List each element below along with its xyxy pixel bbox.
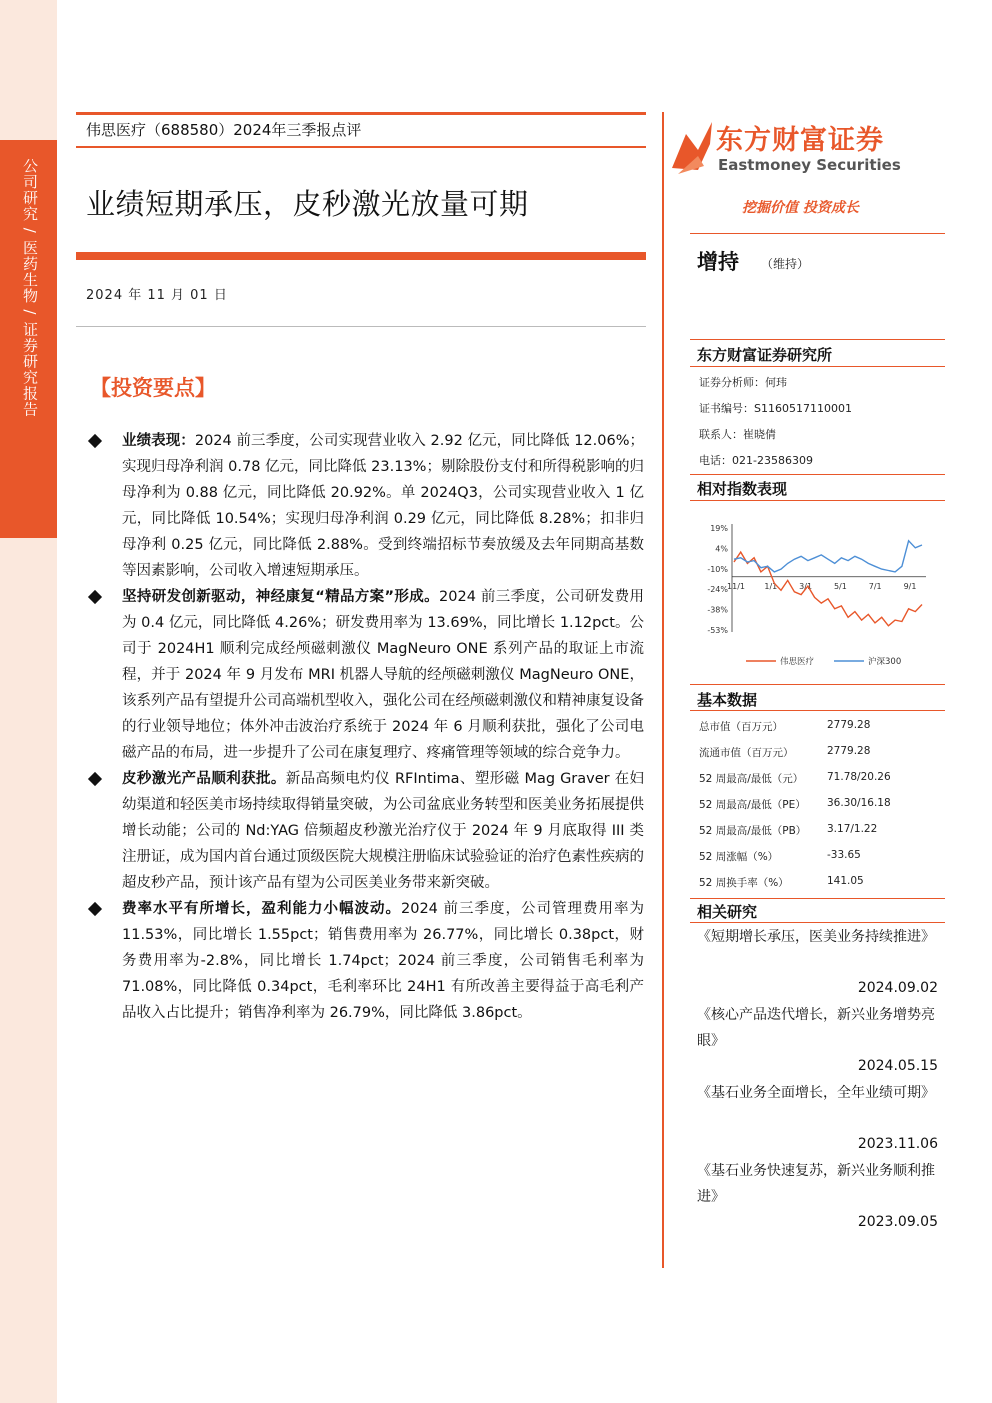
report-title: 业绩短期承压，皮秒激光放量可期 bbox=[86, 187, 529, 221]
related-top-rule bbox=[690, 898, 945, 899]
y-tick-label: -10% bbox=[707, 564, 728, 574]
legend-label: 沪深300 bbox=[868, 657, 902, 667]
point-body: 2024 前三季度，公司管理费用率为 11.53%，同比增长 1.55pct；销售费用率为 26.77%，同比增长 0.38pct，财务费用率为-2.8%，同比增长 1.74pct；2024 前三季度，公司销售毛利率为 71.08%，同比降低 0.34pct，毛利率环比 24H1 有所改善主要得益于高毛利产品收入占比提升；销售净利率为 26.79%，同比降低 3.86pct。 bbox=[122, 901, 645, 1021]
report-subtitle: 伟思医疗（688580）2024年三季报点评 bbox=[86, 121, 362, 139]
brand-name-cn: 东方财富证券 bbox=[716, 125, 884, 156]
institute-top-rule bbox=[690, 339, 945, 340]
related-report-link[interactable]: 《基石业务全面增长，全年业绩可期》 bbox=[697, 1085, 935, 1101]
x-tick-label: 1/1 bbox=[764, 581, 778, 591]
basic-data-value: 2779.28 bbox=[827, 745, 871, 757]
basic-data-row bbox=[690, 843, 945, 869]
basic-data-key: 总市值（百万元） bbox=[699, 721, 783, 733]
point-body: 2024 前三季度，公司研发费用为 0.4 亿元，同比降低 4.26%；研发费用率为 13.69%，同比增长 1.12pct。公司于 2024H1 顺利完成经颅磁刺激仪 MagNeuro ONE 系列产品的取证上市流程，并于 2024 年 9 月发布 MRI 机器人导航的经颅磁刺激仪 MagNeuro ONE，该系列产品有望提升公司高端机型收入，强化公司在经颅磁刺激仪和精神康复设备的行业领导地位；体外冲击波治疗系统于 2024 年 6 月顺利获批，强化了公司电磁产品的布局，进一步提升了公司在康复理疗、疼痛管理等领域的综合竞争力。 bbox=[122, 589, 644, 761]
point-lead: 皮秒激光产品顺利获批。 bbox=[122, 771, 286, 787]
basic-data-key: 52 周涨幅（%） bbox=[699, 851, 779, 863]
related-report-date: 2024.09.02 bbox=[857, 980, 938, 996]
header-sub-rule bbox=[76, 146, 646, 148]
basic-data-value: 2779.28 bbox=[827, 719, 871, 731]
point-item bbox=[86, 428, 644, 584]
rating-top-rule bbox=[690, 233, 945, 234]
basic-title: 基本数据 bbox=[697, 691, 758, 709]
cert-number: 证书编号：S1160517110001 bbox=[699, 402, 852, 415]
relative-index-chart bbox=[690, 510, 945, 690]
basic-data-key: 52 周最高/最低（PE） bbox=[699, 799, 806, 811]
basic-data-row bbox=[690, 817, 945, 843]
related-report-date: 2023.09.05 bbox=[857, 1214, 938, 1230]
point-item bbox=[86, 896, 644, 1026]
related-report-link[interactable]: 《基石业务快速复苏，新兴业务顺利推进》 bbox=[697, 1163, 935, 1205]
analyst: 证券分析师：何玮 bbox=[699, 376, 787, 389]
basic-data-row bbox=[690, 869, 945, 895]
series-line bbox=[734, 541, 922, 572]
point-lead: 费率水平有所增长，盈利能力小幅波动。 bbox=[122, 901, 401, 917]
rating-label: 增持 bbox=[697, 250, 739, 274]
column-divider bbox=[662, 112, 664, 1268]
contact: 联系人：崔晓倩 bbox=[699, 428, 776, 441]
basic-data-row bbox=[690, 765, 945, 791]
basic-data-key: 52 周最高/最低（PB） bbox=[699, 825, 807, 837]
institute-name: 东方财富证券研究所 bbox=[697, 346, 833, 364]
brand-name-en: Eastmoney Securities bbox=[718, 156, 901, 174]
header-top-rule bbox=[76, 112, 646, 115]
x-tick-label: 7/1 bbox=[868, 581, 882, 591]
report-date: 2024 年 11 月 01 日 bbox=[86, 288, 228, 303]
basic-data-key: 52 周最高/最低（元） bbox=[699, 773, 804, 785]
phone: 电话：021-23586309 bbox=[699, 454, 813, 467]
basic-data-key: 52 周换手率（%） bbox=[699, 877, 789, 889]
index-title: 相对指数表现 bbox=[697, 480, 788, 498]
y-tick-label: 4% bbox=[715, 544, 728, 554]
date-rule bbox=[76, 326, 646, 327]
y-tick-label: 19% bbox=[710, 524, 728, 533]
point-lead: 业绩表现： bbox=[122, 433, 195, 449]
related-bottom-rule bbox=[690, 922, 945, 923]
x-tick-label: 11/1 bbox=[727, 581, 745, 591]
rating-sub: （维持） bbox=[761, 257, 810, 271]
x-tick-label: 9/1 bbox=[903, 581, 917, 591]
basic-data-value: -33.65 bbox=[827, 849, 861, 861]
basic-data-row bbox=[690, 713, 945, 739]
bullet-diamond-icon bbox=[88, 590, 102, 604]
basic-data-value: 3.17/1.22 bbox=[827, 823, 878, 835]
basic-data-key: 流通市值（百万元） bbox=[699, 747, 794, 759]
point-body: 新品高频电灼仪 RFIntima、塑形磁 Mag Graver 在妇幼渠道和轻医美市场持续取得销量突破，为公司盆底业务转型和医美业务拓展提供增长动能；公司的 Nd:YAG 倍频超皮秒激光治疗仪于 2024 年 9 月底取得 III 类注册证，成为国内首台通过顶级医院大规模注册临床试验验证的治疗色素性疾病的超皮秒产品，预计该产品有望为公司医美业务带来新突破。 bbox=[122, 771, 644, 891]
institute-bottom-rule bbox=[690, 366, 945, 367]
point-body: 2024 前三季度，公司实现营业收入 2.92 亿元，同比降低 12.06%；实现归母净利润 0.78 亿元，同比降低 23.13%；剔除股份支付和所得税影响的归母净利为 0.88 亿元，同比降低 20.92%。单 2024Q3，公司实现营业收入 1 亿元，同比降低 10.54%；实现归母净利润 0.29 亿元，同比降低 8.28%；扣非归母净利 0.25 亿元，同比降低 2.88%。受到终端招标节奏放缓及去年同期高基数等因素影响，公司收入增速短期承压。 bbox=[122, 433, 644, 579]
related-title: 相关研究 bbox=[697, 903, 758, 921]
basic-data-row bbox=[690, 739, 945, 765]
basic-data-value: 71.78/20.26 bbox=[827, 771, 891, 783]
bullet-diamond-icon bbox=[88, 434, 102, 448]
related-report-date: 2023.11.06 bbox=[857, 1136, 938, 1152]
basic-data-value: 141.05 bbox=[827, 875, 864, 887]
point-lead: 坚持研发创新驱动，神经康复“精品方案”形成。 bbox=[122, 589, 440, 605]
basic-bottom-rule bbox=[690, 710, 945, 711]
series-line bbox=[734, 552, 922, 626]
index-top-rule bbox=[690, 474, 945, 475]
section-heading: 【投资要点】 bbox=[90, 375, 216, 400]
index-bottom-rule bbox=[690, 500, 945, 501]
bullet-diamond-icon bbox=[88, 902, 102, 916]
y-tick-label: -53% bbox=[707, 626, 728, 635]
related-report-date: 2024.05.15 bbox=[857, 1058, 938, 1074]
y-tick-label: -24% bbox=[707, 585, 728, 595]
side-category-label: 公司研究 / 医药生物 / 证券研究报告 bbox=[21, 158, 39, 418]
x-tick-label: 5/1 bbox=[833, 581, 847, 591]
basic-data-row bbox=[690, 791, 945, 817]
y-tick-label: -38% bbox=[707, 605, 728, 615]
brand-slogan: 挖掘价值 投资成长 bbox=[742, 200, 859, 216]
basic-data-value: 36.30/16.18 bbox=[827, 797, 891, 809]
investment-points bbox=[86, 428, 644, 1026]
related-report-link[interactable]: 《核心产品迭代增长，新兴业务增势亮眼》 bbox=[697, 1007, 935, 1049]
related-report-link[interactable]: 《短期增长承压，医美业务持续推进》 bbox=[697, 929, 935, 945]
x-tick-label: 3/1 bbox=[799, 581, 813, 591]
point-item bbox=[86, 766, 644, 896]
bullet-diamond-icon bbox=[88, 772, 102, 786]
basic-top-rule bbox=[690, 684, 945, 685]
point-item bbox=[86, 584, 644, 766]
legend-label: 伟思医疗 bbox=[780, 657, 815, 667]
title-rule bbox=[76, 252, 646, 260]
